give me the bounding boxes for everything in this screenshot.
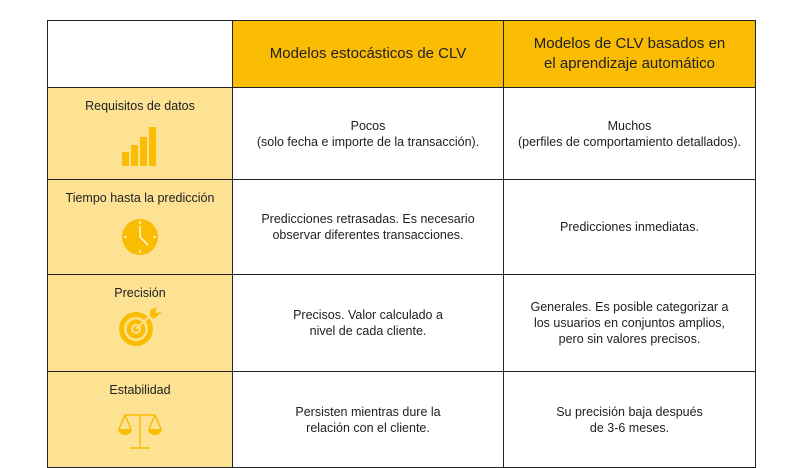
header-row [48, 21, 756, 88]
header-ml [504, 21, 756, 88]
cell-stochastic [233, 275, 504, 372]
cell-ml [504, 275, 756, 372]
table-row [48, 88, 756, 180]
table-row [48, 275, 756, 372]
row-label: Precisión [114, 286, 166, 300]
cell-text: Muchos (perfiles de comportamiento detallados). [517, 118, 742, 149]
target-icon [117, 307, 163, 347]
scale-icon [115, 410, 165, 450]
table-row [48, 180, 756, 275]
cell-text: Generales. Es posible categorizar a los usuarios en conjuntos amplios, pero sin valores precisos. [530, 300, 729, 346]
row-label: Requisitos de datos [85, 99, 195, 113]
cell-ml [504, 180, 756, 275]
bar-chart-icon [118, 126, 162, 166]
cell-stochastic [233, 88, 504, 180]
row-label-cell [48, 180, 233, 275]
row-label: Estabilidad [109, 383, 171, 397]
clv-comparison-table [47, 20, 756, 468]
cell-text: Persisten mientras dure la relación con el cliente. [295, 404, 441, 435]
cell-text: Predicciones inmediatas. [560, 220, 699, 234]
cell-ml [504, 372, 756, 468]
row-label-cell [48, 88, 233, 180]
header-empty [48, 21, 233, 88]
header-stochastic: Modelos estocásticos de CLV [233, 21, 504, 88]
header-ml-text: Modelos de CLV basados en el aprendizaje automático [533, 35, 726, 72]
row-label-cell [48, 372, 233, 468]
row-label-cell [48, 275, 233, 372]
cell-text: Pocos (solo fecha e importe de la transacción). [256, 118, 480, 149]
cell-text: Predicciones retrasadas. Es necesario observar diferentes transacciones. [261, 212, 475, 242]
cell-stochastic [233, 180, 504, 275]
clock-icon [121, 218, 159, 256]
row-label: Tiempo hasta la predicción [65, 191, 215, 205]
cell-text: Precisos. Valor calculado a nivel de cada cliente. [293, 308, 443, 338]
cell-stochastic [233, 372, 504, 468]
table-row [48, 372, 756, 468]
cell-ml [504, 88, 756, 180]
cell-text: Su precisión baja después de 3-6 meses. [556, 404, 703, 435]
